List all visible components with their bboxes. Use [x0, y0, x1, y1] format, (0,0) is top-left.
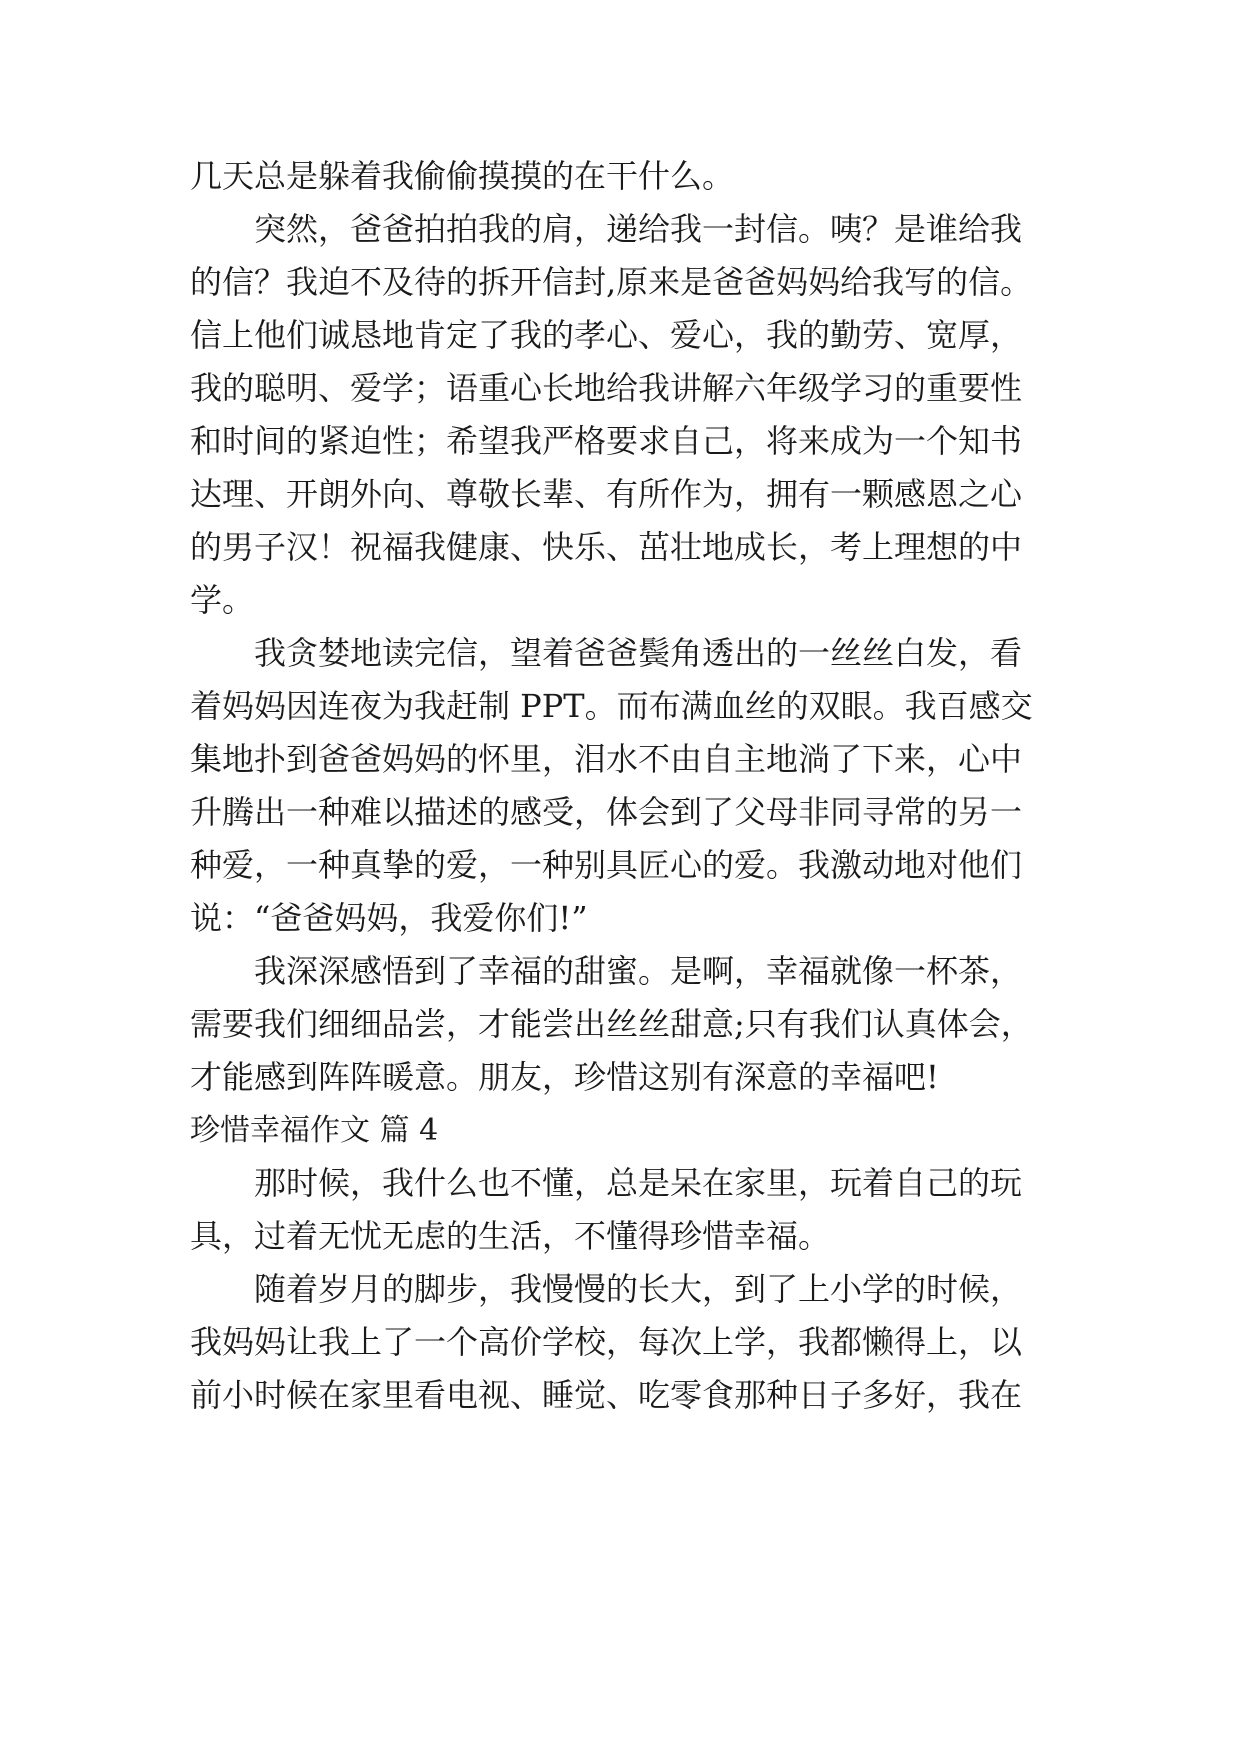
text-line: 需要我们细细品尝，才能尝出丝丝甜意;只有我们认真体会，	[190, 1005, 1033, 1043]
paragraph-start-line: 随着岁月的脚步，我慢慢的长大，到了上小学的时候，	[254, 1270, 1023, 1308]
text-line: 我妈妈让我上了一个高价学校，每次上学，我都懒得上，以	[190, 1323, 1023, 1361]
text-line: 学。	[190, 581, 255, 619]
text-line: 前小时候在家里看电视、睡觉、吃零食那种日子多好，我在	[190, 1376, 1023, 1414]
paragraph-start-line: 我深深感悟到了幸福的甜蜜。是啊，幸福就像一杯茶，	[254, 952, 1023, 990]
text-line: 集地扑到爸爸妈妈的怀里，泪水不由自主地淌了下来，心中	[190, 740, 1023, 778]
text-line: 着妈妈因连夜为我赶制 PPT。而布满血丝的双眼。我百感交	[190, 687, 1033, 725]
text-line: 种爱，一种真挚的爱，一种别具匠心的爱。我激动地对他们	[190, 846, 1023, 884]
section-heading: 珍惜幸福作文 篇 4	[190, 1113, 439, 1148]
text-line: 升腾出一种难以描述的感受，体会到了父母非同寻常的另一	[190, 793, 1023, 831]
paragraph-start-line: 那时候，我什么也不懂，总是呆在家里，玩着自己的玩	[254, 1164, 1023, 1202]
text-line: 信上他们诚恳地肯定了我的孝心、爱心，我的勤劳、宽厚，	[190, 316, 1023, 354]
text-line: 才能感到阵阵暖意。朋友，珍惜这别有深意的幸福吧!	[190, 1058, 939, 1096]
text-line: 具，过着无忧无虑的生活，不懂得珍惜幸福。	[190, 1217, 831, 1255]
paragraph-start-line: 突然，爸爸拍拍我的肩，递给我一封信。咦？是谁给我	[254, 210, 1023, 248]
text-line: 几天总是躲着我偷偷摸摸的在干什么。	[190, 157, 735, 195]
text-line: 的信？我迫不及待的拆开信封,原来是爸爸妈妈给我写的信。	[190, 263, 1033, 301]
paragraph-start-line: 我贪婪地读完信，望着爸爸鬓角透出的一丝丝白发，看	[254, 634, 1023, 672]
text-line: 我的聪明、爱学；语重心长地给我讲解六年级学习的重要性	[190, 369, 1023, 407]
text-line: 的男子汉！祝福我健康、快乐、茁壮地成长，考上理想的中	[190, 528, 1023, 566]
article-body	[190, 150, 1090, 1422]
text-line: 说：“爸爸妈妈，我爱你们!”	[190, 899, 588, 937]
text-line: 达理、开朗外向、尊敬长辈、有所作为，拥有一颗感恩之心	[190, 475, 1023, 513]
text-line: 和时间的紧迫性；希望我严格要求自己，将来成为一个知书	[190, 422, 1023, 460]
